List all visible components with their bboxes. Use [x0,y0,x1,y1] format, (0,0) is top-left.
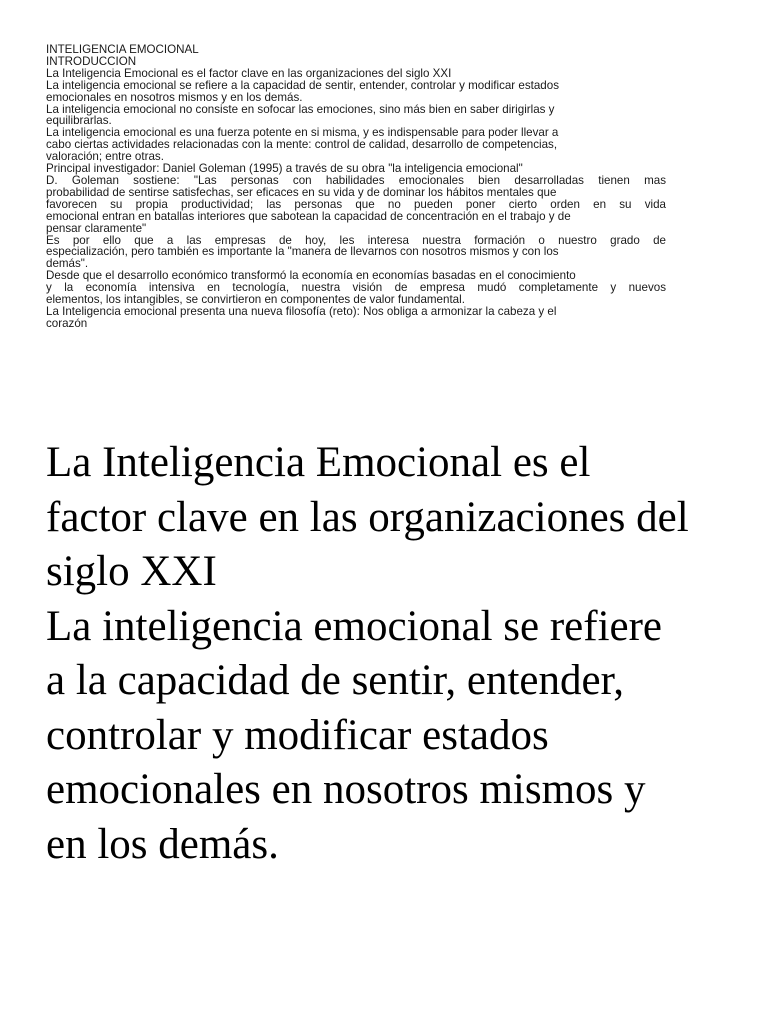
large-text-line: factor clave en las organizaciones del [46,493,689,541]
text-line: Principal investigador: Daniel Goleman (1995) a través de su obra "la inteligencia emocional" [46,162,523,176]
text-line: Desde que el desarrollo económico transformó la economía en economías basadas en el conocimiento [46,269,576,283]
text-line: demás". [46,257,89,271]
text-line: valoración; entre otras. [46,150,164,164]
text-line: La inteligencia emocional no consiste en sofocar las emociones, sino más bien en saber dirigirlas y [46,102,555,116]
text-line: emocional entran en batallas interiores que sabotean la capacidad de concentración en el trabajo y de [46,209,571,223]
text-line: La Inteligencia emocional presenta una nueva filosofía (reto): Nos obliga a armonizar la cabeza y el [46,304,557,318]
large-text-line: La inteligencia emocional se refiere [46,602,663,650]
text-line: probabilidad de sentirse satisfechas, ser eficaces en su vida y de dominar los hábitos mentales que [46,185,557,199]
large-text-line: siglo XXI [46,548,217,595]
section-heading: INTRODUCCION [46,54,137,68]
text-line: especialización, pero también es importante la "manera de llevarnos con nosotros mismos y con los [46,245,559,259]
text-line: La inteligencia emocional es una fuerza potente en si misma, y es indispensable para poder llevar a [46,126,559,140]
text-line: La Inteligencia Emocional es el factor clave en las organizaciones del siglo XXI [46,66,452,80]
text-line: elementos, los intangibles, se convirtieron en componentes de valor fundamental. [46,293,465,307]
large-text-line: La Inteligencia Emocional es el [46,439,591,486]
large-text-line: controlar y modificar estados [46,711,549,759]
text-line: corazón [46,316,88,330]
text-line: D. Goleman sostiene: "Las personas con habilidades emocionales bien desarrolladas tienen mas [46,173,666,187]
text-line: favorecen su propia productividad; las personas que no pueden poner cierto orden en su vida [46,197,666,211]
doc-title: INTELIGENCIA EMOCIONAL [46,43,199,56]
large-text-line: en los demás. [46,820,279,868]
text-line: Es por ello que a las empresas de hoy, les interesa nuestra formación o nuestro grado de [46,233,666,247]
text-line: pensar claramente" [46,221,147,235]
text-line: La inteligencia emocional se refiere a la capacidad de sentir, entender, controlar y modificar estados [46,78,560,92]
large-text-line: a la capacidad de sentir, entender, [46,657,624,704]
summary-text-block [46,44,666,330]
large-text-block [46,436,736,872]
text-line: y la economía intensiva en tecnología, nuestra visión de empresa mudó completamente y nuevos [46,281,666,295]
large-text-line: emocionales en nosotros mismos y [46,766,646,813]
text-line: emocionales en nosotros mismos y en los demás. [46,90,303,104]
text-line: equilibrarlas. [46,114,112,128]
text-line: cabo ciertas actividades relacionadas con la mente: control de calidad, desarrollo de competencias, [46,138,558,152]
